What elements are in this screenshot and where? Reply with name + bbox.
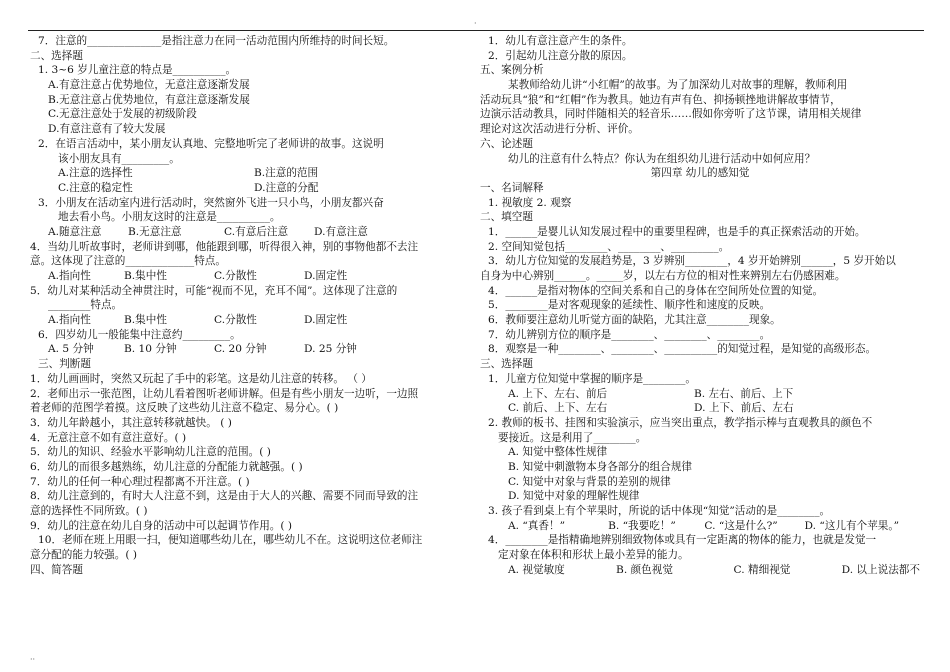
right-text-line: 2. 空间知觉包括________、________、_________。 (488, 240, 730, 253)
left-text-line: 5．幼儿对某种活动全神贯注时，可能“视而不见，充耳不闻”。这体现了注意的 (30, 284, 398, 297)
option-text: B.注意的范围 (254, 167, 319, 180)
left-column (30, 34, 470, 577)
option-text: B.无意注意 (128, 225, 182, 238)
left-text-line: D.有意注意有了较大发展 (48, 123, 166, 136)
left-text-line: 9．幼儿的注意在幼儿自身的活动中可以起调节作用。( ) (30, 519, 293, 532)
option-text: B. “我要吃！” (608, 519, 676, 532)
top-dot: · (474, 19, 477, 28)
right-text-line: 4．______是指对物体的空间关系和自己的身体在空间所处位置的知觉。 (488, 284, 824, 297)
left-text-line: 4．当幼儿听故事时，老师讲到哪，他能跟到哪，听得很入神，别的事物他都不去注 (30, 240, 419, 253)
left-option-row (30, 342, 470, 357)
option-text: A. 5 分钟 (48, 343, 94, 356)
left-text-line: 1. 3~6 岁儿童注意的特点是__________。 (38, 64, 237, 77)
right-text-line: 某教师给幼儿讲“小红帽”的故事。为了加深幼儿对故事的理解，教师利用 (508, 79, 848, 92)
left-text-line: 1．幼儿画画时，突然又玩起了手中的彩笔。这是幼儿注意的转移。 （ ） (30, 372, 372, 385)
option-text: B.集中性 (124, 270, 167, 282)
option-text: C.分散性 (214, 314, 257, 327)
option-text: B. 左右、前后、上下 (694, 387, 794, 400)
left-text-line: 7．注意的______________是指注意力在同一活动范围内所维持的时间长短。 (38, 35, 395, 47)
right-option-row (480, 401, 920, 416)
left-text-line: 四、简答题 (30, 563, 83, 576)
option-text: C. “这是什么?” (704, 519, 778, 532)
left-text-line: 着老师的范图学着摸。这反映了这些幼儿注意不稳定、易分心。( ) (30, 402, 339, 415)
right-text-line: 1．幼儿有意注意产生的条件。 (488, 35, 633, 47)
left-text-line: 该小朋友具有_________。 (58, 152, 180, 165)
left-text-line: C.无意注意处于发展的初级阶段 (48, 108, 197, 121)
right-text-line: A. 知觉中整体性规律 (508, 446, 608, 459)
left-text-line: 意的选择性不同所致。( ) (30, 505, 148, 517)
left-text-line: 二、选择题 (30, 49, 83, 62)
right-text-line: 二、填空题 (480, 211, 533, 224)
left-text-line: 7．幼儿的任何一种心理过程都离不开注意。( ) (30, 475, 250, 488)
option-text: A.随意注意 (48, 225, 102, 238)
left-text-line: 意。这体现了注意的_____________特点。 (30, 255, 226, 268)
right-text-line: 六、论述题 (480, 137, 533, 150)
right-text-line: 2．引起幼儿注意分散的原因。 (488, 49, 633, 62)
left-option-row (30, 269, 470, 284)
left-text-line: 三、判断题 (38, 358, 91, 371)
option-text: A. “真香！” (508, 519, 565, 532)
option-text: B. 颜色视觉 (616, 563, 673, 576)
left-option-row (30, 181, 470, 196)
option-text: D.有意注意 (314, 225, 368, 238)
option-text: A.指向性 (48, 314, 91, 327)
right-text-line: 3．幼儿方位知觉的发展趋势是，3 岁辨别________，4 岁开始辨别______，5 岁开始以 (488, 255, 896, 268)
right-text-line: 理论对这次活动进行分析、评价。 (480, 123, 639, 136)
option-text: D. 25 分钟 (304, 343, 357, 356)
option-text: C.注意的稳定性 (58, 181, 133, 194)
left-text-line: 意分配的能力较强。( ) (30, 549, 137, 562)
right-text-line: 要接近。这是利用了________。 (498, 431, 647, 444)
left-text-line: 6．四岁幼儿一般能集中注意约_________。 (38, 328, 241, 341)
right-text-line: 幼儿的注意有什么特点？你认为在组织幼儿进行活动中如何应用？ (508, 152, 816, 165)
right-text-line: 自身为中心辨别______。_____岁，以左右方位的相对性来辨别左右仍感困难。 (480, 270, 846, 282)
option-text: C.分散性 (214, 270, 257, 282)
right-option-row (480, 563, 920, 578)
option-text: C. 精细视觉 (733, 563, 791, 576)
right-text-line: D. 知觉中对象的理解性规律 (508, 490, 640, 503)
option-text: D.固定性 (304, 314, 348, 327)
left-text-line: 2．在语言活动中，某小朋友认真地、完整地听完了老师讲的故事。这说明 (38, 137, 384, 150)
option-text: B.集中性 (124, 314, 167, 327)
option-text: A. 上下、左右、前后 (508, 387, 608, 400)
right-text-line: 2. 教师的板书、挂图和实验演示，应当突出重点，教学指示棒与直观教具的颜色不 (488, 416, 873, 429)
left-option-row (30, 313, 470, 328)
right-column (480, 34, 920, 577)
left-text-line: A.有意注意占优势地位，无意注意逐渐发展 (48, 79, 250, 92)
left-text-line: 3．幼儿年龄越小，其注意转移就越快。 ( ) (30, 416, 232, 429)
option-text: B. 10 分钟 (124, 343, 177, 356)
left-text-line: 8．幼儿注意到的，有时大人注意不到，这是由于大人的兴趣、需要不同而导致的注 (30, 490, 419, 503)
option-text: A.注意的选择性 (58, 167, 133, 180)
header-rule (28, 30, 924, 31)
right-text-line: 活动玩具“狼”和“红帽”作为教具。她边有声有色、抑扬顿挫地讲解故事情节， (480, 93, 841, 106)
option-text: D.固定性 (304, 270, 348, 282)
left-text-line: 6．幼儿的而很多越熟练，幼儿注意的分配能力就越强。( ) (30, 460, 303, 473)
left-text-line: B.无意注意占优势地位，有意注意逐渐发展 (48, 93, 250, 106)
option-text: D.注意的分配 (254, 181, 319, 194)
right-text-line: C. 知觉中对象与背景的差别的规律 (508, 475, 671, 488)
right-text-line: 1．______是婴儿认知发展过程中的重要里程碑，也是手的真正探索活动的开始。 (488, 225, 866, 238)
right-text-line: 五、案例分析 (480, 64, 544, 77)
option-text: A.指向性 (48, 270, 91, 282)
option-text: C.有意后注意 (224, 225, 289, 238)
right-text-line: 一、名词解释 (480, 181, 544, 194)
bottom-dot: ·· (30, 655, 36, 664)
right-text-line: 4．________是指精确地辨别细致物体或具有一定距离的物体的能力，也就是发觉一 (488, 534, 877, 547)
right-text-line: 8．观察是一种________、________、__________的知觉过程，是知觉的高级形态。 (488, 343, 877, 356)
right-text-line: 5．________是对客观现象的延续性、顺序性和速度的反映。 (488, 299, 771, 312)
right-text-line: 3. 孩子看到桌上有个苹果时，所说的话中体现“知觉”活动的是________。 (488, 505, 831, 517)
left-text-line: 10．老师在班上用眼一扫，便知道哪些幼儿在，哪些幼儿不在。这说明这位老师注 (38, 534, 423, 547)
option-text: C. 20 分钟 (214, 343, 267, 356)
left-text-line: 2．老师出示一张范图，让幼儿看着图听老师讲解。但是有些小朋友一边听，一边照 (30, 387, 419, 400)
option-text: D. “这儿有个苹果。” (804, 519, 900, 532)
right-text-line: B. 知觉中刺激物本身各部分的组合规律 (508, 460, 693, 473)
right-option-row (480, 387, 920, 402)
option-text: C. 前后、上下、左右 (508, 402, 608, 415)
right-text-line: 6．教师要注意幼儿听觉方面的缺陷，尤其注意________现象。 (488, 314, 781, 327)
left-option-row (30, 166, 470, 181)
left-text-line: 4．无意注意不如有意注意好。( ) (30, 431, 187, 444)
left-text-line: ________特点。 (48, 299, 123, 312)
right-text-line: 1. 视敏度 2. 观察 (488, 196, 572, 209)
right-text-line: 第四章 幼儿的感知觉 (650, 167, 750, 180)
right-text-line: 7．幼儿辨别方位的顺序是________、________、________。 (488, 328, 771, 341)
left-option-row (30, 225, 470, 240)
right-text-line: 1．儿童方位知觉中掌握的顺序是________。 (488, 372, 697, 385)
option-text: A. 视觉敏度 (508, 563, 565, 576)
right-text-line: 三、选择题 (480, 358, 533, 371)
left-text-line: 5．幼儿的知识、经验水平影响幼儿注意的范围。( ) (30, 446, 271, 459)
right-option-row (480, 519, 920, 534)
option-text: D. 以上说法都不 (841, 563, 920, 576)
right-text-line: 定对象在体积和形状上最小差异的能力。 (498, 549, 689, 562)
left-text-line: 地去看小鸟。小朋友这时的注意是__________。 (58, 211, 281, 224)
right-text-line: 边演示活动教具，同时伴随相关的轻音乐……假如你旁听了这节课，请用相关规律 (480, 108, 862, 121)
option-text: D. 上下、前后、左右 (694, 402, 794, 415)
left-text-line: 3．小朋友在活动室内进行活动时，突然窗外飞进一只小鸟，小朋友都兴奋 (38, 196, 384, 209)
